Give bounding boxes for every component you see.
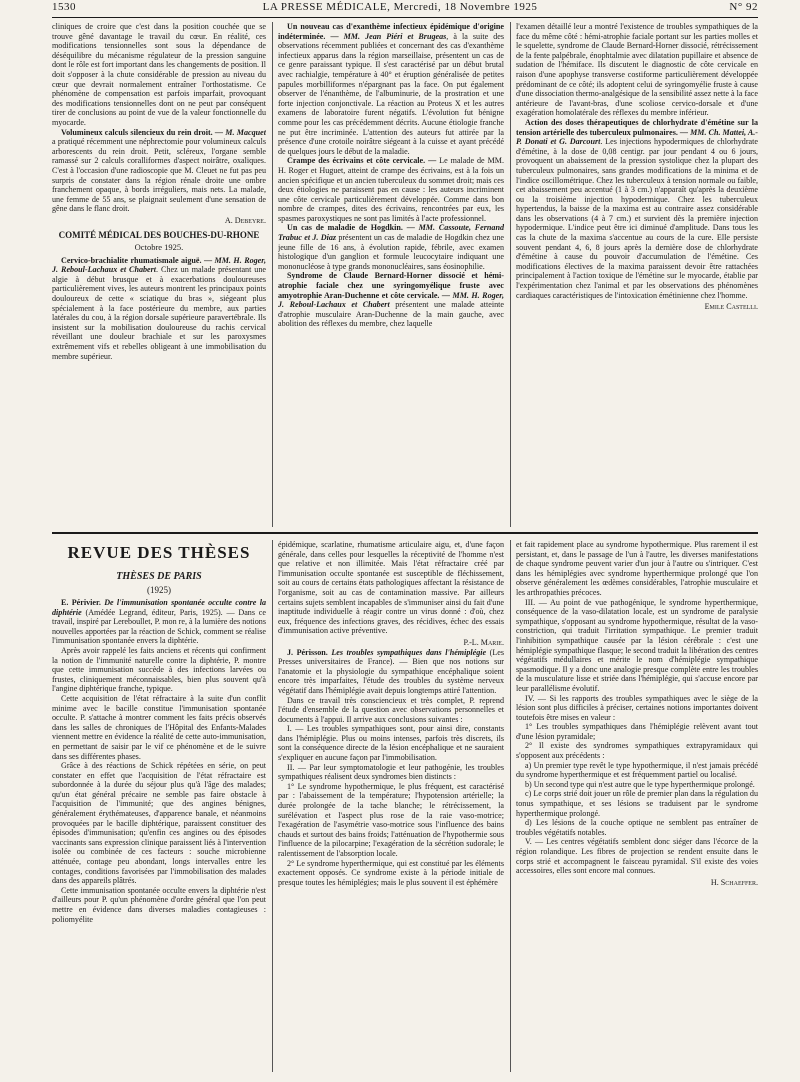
section-rule bbox=[52, 532, 758, 534]
article-paragraph bbox=[278, 540, 504, 636]
column-divider bbox=[272, 540, 273, 1072]
bottom-column-3 bbox=[516, 540, 758, 1072]
article-text: cliniques de croire que c'est dans la position couchée que se trouve gêné davantage le travail du cœur. En réalité, ces modifications tensionnelles sont sous la dépendance de déséquilibre du mécanisme régulateur de la pression sanguine dont le rôle est fort important dans les changements de position. Il doit s'opposer à la chute considérable de pression au niveau du cœur que devrait normalement entraîner l'orthostatisme. Ce phénomène de compensation est parfois imparfait, provoquant des modifications tensionnelles dont on ne peut par conséquent tirer de conclusions au point de vue de la valeur fonctionnelle du myocarde. bbox=[52, 22, 266, 127]
article-author: De l'immunisation spontanée occulte contre la diphtérie bbox=[52, 598, 266, 617]
article-paragraph bbox=[516, 741, 758, 760]
article-paragraph bbox=[278, 763, 504, 782]
top-column-1 bbox=[52, 22, 266, 527]
article-text: . Les injections hypodermiques de chlorhydrate d'émétine, à la dose de 0,08 centigr. par jour pendant 4 ou 6 jours, provoquent un abaissement de la pression systolique chez la plupart des tuberculeux pulmonaires, sans grandes modifications de la minima et de l'indice oscillométrique. Chez les tuberculeux à tension normale ou faible, cet abaissement peu accentué (1 à 3 cm.) n'apparaît qu'après la deuxième ou la troisième injection hypodermique. Chez les tuberculeux hypertendus, la baisse de la maxima est au contraire assez considérable dans les observations (4 à 7 cm.) et survient dès la première injection hypodermique. L'indice peut être ici diminué d'amplitude. Dans tous les cas la chute de la maxima s'accentue au cours de la cure. Elle persiste souvent pendant 4, 6, 8 jours après la dernière dose de chlorhydrate d'émétine à cause du pouvoir d'accumulation de l'émétine. Ces modifications électives de la maxima paraissent devoir être rattachées principalement à l'action toxique de l'émétine sur le myocarde, établie par l'expérimentation chez l'animal et par les observations des phénomènes cardiaques caractéristiques de l'intoxication émétinienne chez l'homme. bbox=[516, 137, 758, 300]
column-divider bbox=[272, 22, 273, 527]
article-paragraph bbox=[52, 694, 266, 761]
article-author: MM. Ch. Mattei, A.-P. Donati et G. Darcourt bbox=[516, 127, 758, 147]
issue-number: N° 92 bbox=[729, 1, 758, 13]
article-paragraph bbox=[516, 837, 758, 875]
article-text: a pratiqué récemment une néphrectomie pour volumineux calculs arborescents du rein droit. Petit, scléreux, l'organe semble ramassé sur 2 calculs coralliformes d'aspect noirâtre, oxaliques. C'est à l'occasion d'une radioscopie que M. Cleuet ne fut pas peu surpris de constater dans la région rénale droite une ombre franchement opaque, à bords irréguliers, mais nets. La malade, une femme de 55 ans, se plaignait seulement d'une sensation de gêne dans le flanc droit. bbox=[52, 137, 266, 214]
article-author: Les troubles sympathiques dans l'hémiplégie bbox=[331, 647, 487, 657]
bottom-column-2 bbox=[278, 540, 504, 1072]
article-paragraph bbox=[52, 886, 266, 924]
article-text: II. — Par leur symptomatologie et leur pathogénie, les troubles sympathiques réalisent deux syndromes bien distincts : bbox=[278, 762, 504, 782]
article-text: présentent une malade atteinte d'atrophie musculaire Aran-Duchenne de la main gauche, avec abolition des réflexes du membre, chez laquelle bbox=[278, 300, 504, 329]
article-author: MM. H. Roger, J. Reboul-Lachaux et Chabert bbox=[278, 290, 504, 310]
article-text: d) Les lésions de la couche optique ne semblent pas entraîner de troubles végétatifs notables. bbox=[516, 818, 758, 837]
article-text: c) Le corps strié doit jouer un rôle de premier plan dans la régulation du tonus sympathique, et ses lésions se traduisent par le syndrome hyperthermique prolongé. bbox=[516, 789, 758, 818]
article-text: 1° Les troubles sympathiques dans l'hémiplégie relèvent avant tout d'une lésion pyramidale; bbox=[516, 722, 758, 741]
article-heading: Volumineux calculs silencieux du rein droit. — bbox=[61, 127, 226, 137]
article-text: Cette immunisation spontanée occulte envers la diphtérie n'est d'ailleurs pour P. qu'un phénomène d'ordre général que l'on peut mettre en évidence dans diverses maladies contagieuses : poliomyélite bbox=[52, 885, 266, 924]
article-heading: Un nouveau cas d'exanthème infectieux épidémique d'origine indéterminée. — bbox=[278, 22, 504, 41]
article-heading: Crampe des écrivains et côte cervicale. — bbox=[287, 156, 440, 166]
top-column-3 bbox=[516, 22, 758, 527]
column-divider bbox=[510, 540, 511, 1072]
signature: P.-L. Marie. bbox=[463, 637, 504, 647]
theses-year: (1925) bbox=[147, 585, 171, 595]
signature: A. Debeyre. bbox=[224, 215, 266, 225]
article-paragraph bbox=[516, 540, 758, 598]
article-paragraph bbox=[278, 782, 504, 859]
article-text: 2° Il existe des syndromes sympathiques extrapyramidaux qui s'opposent aux précédents : bbox=[516, 741, 758, 761]
article-text: Dans ce travail très consciencieux et très complet, P. reprend l'étude d'ensemble de la question avec observations personnelles et documents à l'appui. Il arrive aux conclusions suivantes : bbox=[278, 695, 504, 724]
society-date: Octobre 1925. bbox=[134, 242, 184, 253]
article-author: MM. Jean Piéri et Brugeas bbox=[343, 31, 447, 41]
article-text: IV. — Si les rapports des troubles sympathiques avec le siège de la lésion sont plus difficiles à préciser, certaines notions importantes doivent toutefois être mises en valeur : bbox=[516, 693, 758, 722]
article-paragraph bbox=[52, 761, 266, 886]
signature: Emile Castelli. bbox=[704, 302, 758, 312]
revue-des-theses-title: REVUE DES THÈSES bbox=[67, 543, 251, 562]
article-text: Grâce à des réactions de Schick répétées en série, on peut constater en effet que l'acquisition de l'état réfractaire est subordonnée à la durée du séjour plus qu'à l'âge des malades; qu'un état général précaire ne semble pas faire obstacle à l'acquisition de l'immunité; que des angines bénignes, généralement érythémateuses, d'apparence banale, et néanmoins provoquées par le bacille diphtérique, paraissent constituer des épisodes d'immunisation; qu'enfin ces angines ou des épisodes vaccinants sans expression clinique paraissent liés à l'intervention isolée ou combinée de ces facteurs : souche microbienne atténuée, contage peu abondant, longs intervalles entre les contages, conditions favorisées par l'immobilisation des malades dans des appareils plâtrés. bbox=[52, 761, 266, 886]
article-paragraph bbox=[516, 118, 758, 300]
article-text: (Amédée Legrand, éditeur, Paris, 1925). — Dans ce travail, inspiré par Lereboullet, P. mon re, à la lumière des notions nouvelles apportées par la réaction de Schick, comment se réalise l'immunisation spontanée envers la diphtérie. bbox=[52, 607, 266, 646]
bottom-column-1 bbox=[52, 598, 266, 1072]
article-paragraph bbox=[516, 789, 758, 818]
theses-de-paris-title: THÈSES DE PARIS bbox=[116, 571, 202, 582]
society-heading: COMITÉ MÉDICAL DES BOUCHES-DU-RHONE bbox=[58, 230, 260, 241]
article-text: , à la suite des observations récemment publiées et concernant des cas d'exanthème infectieux apparus dans la région marseillaise, présentent un cas de ce genre paraissant typique. Il s'est caractérisé par un début brutal avec rachialgie, température à 40° et éruption généralisée de petites papules morbilliformes n'épargnant pas la face. On put également observer de l'énanthème, de l'albuminurie, de la prostration et une forte injection conjonctivale. La réaction au Proteus X et les autres examens de laboratoire furent négatifs. L'évolution fut bénigne comme pour les cas précédemment décrits. Aucune étiologie franche ne put être incriminée. L'attention des auteurs fut attirée par la présence d'une crotoile noirâtre siégeant à la cuisse et ayant précédé de quelques jours le début de la maladie. bbox=[278, 31, 504, 156]
article-paragraph bbox=[278, 223, 504, 271]
article-paragraph bbox=[278, 696, 504, 725]
article-paragraph bbox=[516, 694, 758, 723]
article-paragraph bbox=[278, 724, 504, 762]
article-paragraph bbox=[516, 761, 758, 780]
column-divider bbox=[510, 22, 511, 527]
article-text: (Les Presses universitaires de France). — Bien que nos notions sur l'anatomie et la physiologie du sympathique encéphalique soient encore très imparfaites, l'étude des troubles du système nerveux végétatif dans l'hémiplégie avait depuis longtemps attiré l'attention. bbox=[278, 647, 504, 695]
article-paragraph bbox=[52, 598, 266, 646]
article-paragraph bbox=[516, 780, 758, 790]
page-number: 1530 bbox=[52, 1, 76, 13]
article-heading: E. Périvier. bbox=[61, 598, 105, 607]
article-text: I. — Les troubles sympathiques sont, pour ainsi dire, constants dans l'hémiplégie. Plus ou moins intenses, parfois très discrets, ils sont la conséquence directe de la lésion encéphalique et ne sauraient s'expliquer en aucune façon par l'immobilisation. bbox=[278, 724, 504, 763]
article-text: l'examen détaillé leur a montré l'existence de troubles sympathiques de la face du même côté : hémi-atrophie faciale portant sur les parties molles et le squelette, syndrome de Claude Bernard-Horner dissocié, rétrécissement de la fente palpébrale, énophtalmie avec dilatation pupillaire et absence de sudation de l'hémiface. Ils discutent le diagnostic de côte cervicale en raison d'une apophyse transverse costiforme particulièrement développée prédominant de ce côté; ils adoptent celui de syringomyélie fruste à cause d'une dissociation thermo-analgésique de la sensibilité assez nette à la face antérieure de l'avant-bras, d'une scoliose cervico-dorsale et d'une exagération homolatérale des réflexes du membre inférieur. bbox=[516, 22, 758, 118]
article-text: présentent un cas de maladie de Hogdkin chez une jeune fille de 16 ans, à évolution rapide, fébrile, avec examen histologique d'un ganglion et formule leucocytaire indiquant une mononucléose à type grands mononucléaires, sans éosinophilie. bbox=[278, 233, 504, 271]
article-author: MM. Cassoute, Fernand Trabuc et J. Diaz bbox=[278, 223, 504, 243]
article-paragraph bbox=[52, 128, 266, 214]
signature: H. Schaeffer. bbox=[710, 877, 758, 887]
article-paragraph bbox=[278, 271, 504, 329]
article-text: III. — Au point de vue pathogénique, le syndrome hyperthermique, conséquence de la vaso-dilatation locale, est un syndrome de paralysie sympathique, s'opposant au syndrome hypothermique, résultat de la vaso-constriction, qui traduit l'irritation sympathique. Le premier traduit l'inhibition sympathique causée par la lésion cérébrale : c'est une hémiplégie sympathique flasque; le second traduit la libération des centres végétatifs médullaires et mérite le nom d'hémiplégie sympathique spasmodique. Il y a donc une analogie presque complète entre les troubles de la musculature lisse et striée dans l'hémiplégie, qui s'accuse encore par leur parallélisme évolutif. bbox=[516, 597, 758, 693]
article-text: b) Un second type qui n'est autre que le type hyperthermique prolongé. bbox=[525, 779, 755, 789]
article-paragraph bbox=[278, 859, 504, 888]
article-paragraph bbox=[516, 818, 758, 837]
article-author: M. Macquet bbox=[225, 127, 266, 137]
article-paragraph bbox=[516, 22, 758, 118]
article-paragraph bbox=[278, 22, 504, 156]
journal-title: LA PRESSE MÉDICALE, Mercredi, 18 Novembre 1925 bbox=[262, 1, 538, 13]
article-paragraph bbox=[52, 646, 266, 694]
top-column-2 bbox=[278, 22, 504, 527]
article-text: a) Un premier type revêt le type hypothermique, il n'est jamais précédé du syndrome hyperthermique et est fréquemment partiel ou localisé. bbox=[516, 760, 758, 780]
article-paragraph bbox=[278, 648, 504, 696]
article-heading: Action des doses thérapeutiques de chlorhydrate d'émétine sur la tension artérielle des tuberculeux pulmonaires. — bbox=[516, 117, 758, 137]
article-text: Le malade de MM. H. Roger et Huguet, atteint de crampe des écrivains, est à la fois un ancien spécifique et un ancien tuberculeux du sommet droit; mais ces deux étiologies ne paraissent pas en cause : les auteurs incriminent une côte cervicale particulièrement développée. Comme dans bon nombre de crampes, dites des écrivains, rencontrées par eux, les spasmes paroxystiques ne sont pas limités à l'acte professionnel. bbox=[278, 156, 504, 223]
article-text: V. — Les centres végétatifs semblent donc siéger dans l'écorce de la région rolandique. Les fibres de projection se rendent ensuite dans le corps strié et accompagnent le faisceau pyramidal. S'il existe des voies accessoires, elles sont encore mal connues. bbox=[516, 837, 758, 876]
article-text: et fait rapidement place au syndrome hypothermique. Plus rarement il est persistant, et, dans le passage de l'un à l'autre, les diverses manifestations de chaque syndrome peuvent varier d'un jour à l'autre ou s'intriquer. C'est dans les hémiplégies avec syndrome hyperthermique prolongé que l'on observe généralement les œdèmes considérables, l'atrophie musculaire et les arthropathies précoces. bbox=[516, 540, 758, 597]
article-text: épidémique, scarlatine, rhumatisme articulaire aigu, et, d'une façon générale, dans celles pour lesquelles la réceptivité de l'homme n'est que relative et non illimitée. Mais l'état réfractaire créé par l'immunisation occulte spontanée est susceptible de fléchissement, soit au cours de certains états pathologiques affectant la résistance de l'organisme, soit au cas de contamination massive. Par ailleurs certains sujets semblent incapables de s'immuniser ainsi du fait d'une inaptitude individuelle à réagir contre un virus donné : d'où, chez eux, fréquence des infections graves, des récidives, échec des essais d'immunisation active préventive. bbox=[278, 540, 504, 636]
article-paragraph bbox=[52, 22, 266, 128]
article-text: 1° Le syndrome hypothermique, le plus fréquent, est caractérisé par : l'abaissement de la température; l'hypotension artérielle; la durée prolongée de la tache blanche; le rétrécissement, la surélévation et l'aspect plus rose de la raie vaso-motrice; l'exagération de l'asymétrie vaso-motrice sous l'influence des bains chauds et surtout des bains froids; l'atténuation de l'hypothermie sous l'influence de la pilocarpine; l'exagération de la sécrétion sudorale; le ralentissement de l'absorption locale. bbox=[278, 781, 504, 858]
article-heading: Cervico-brachialite rhumatismale aiguë. — bbox=[61, 255, 215, 265]
article-paragraph bbox=[516, 722, 758, 741]
article-text: Cette acquisition de l'état réfractaire à la suite d'un conflit minime avec le bacille constitue l'immunisation spontanée occulte. P. s'attache à montrer comment les faits précis observés dans les salles de chroniques de l'Hôpital des Enfants-Malades viennent mettre en évidence la réalité de cette auto-immunisation, en permettant de saisir par le vif ce phénomène et de le suivre dans ses différentes phases. bbox=[52, 693, 266, 761]
article-paragraph bbox=[52, 256, 266, 362]
article-paragraph bbox=[278, 156, 504, 223]
article-heading: J. Périsson. bbox=[287, 647, 332, 657]
article-paragraph bbox=[516, 598, 758, 694]
article-text: Après avoir rappelé les faits anciens et récents qui confirment la notion de l'immunité naturelle contre la diphtérie, P. montre que cette immunisation succède à des infections larvées ou frustes, cliniquement méconnaissables, bien plus souvent qu'à l'angine diphtérique franche, typique. bbox=[52, 645, 266, 694]
article-text: 2° Le syndrome hyperthermique, qui est constitué par les éléments exactement opposés. Ce syndrome existe à la période initiale de presque toutes les hémiplégies; mais le plus souvent il est éphémère bbox=[278, 858, 504, 887]
article-heading: Syndrome de Claude Bernard-Horner dissocié et hémi-atrophie faciale chez une syringomyélique fruste avec amyotrophie Aran-Duchenne et côte cervicale. — bbox=[278, 271, 504, 300]
header-rule bbox=[52, 17, 758, 18]
page-header bbox=[0, 0, 800, 16]
article-heading: Un cas de maladie de Hogdkin. — bbox=[287, 223, 419, 233]
article-text: . Chez un malade présentant une algie à début brusque et à exacerbations douloureuses particulièrement vives, les auteurs montrent les principaux points douloureux de cette « sciatique du bras », siégeant plus spécialement à la face postérieure du membre, aux parties latérales du cou, à la région dorsale supérieure paravertébrale. Ils insistent sur la mobilisation douloureuse du rachis cervical réveillant une douleur brachiale et sur les paroxysmes extrêmement vifs et rebelles obligeant à une immobilisation du membre supérieur. bbox=[52, 265, 266, 361]
article-author: MM. H. Roger, J. Reboul-Lachaux et Chabert bbox=[52, 255, 266, 275]
